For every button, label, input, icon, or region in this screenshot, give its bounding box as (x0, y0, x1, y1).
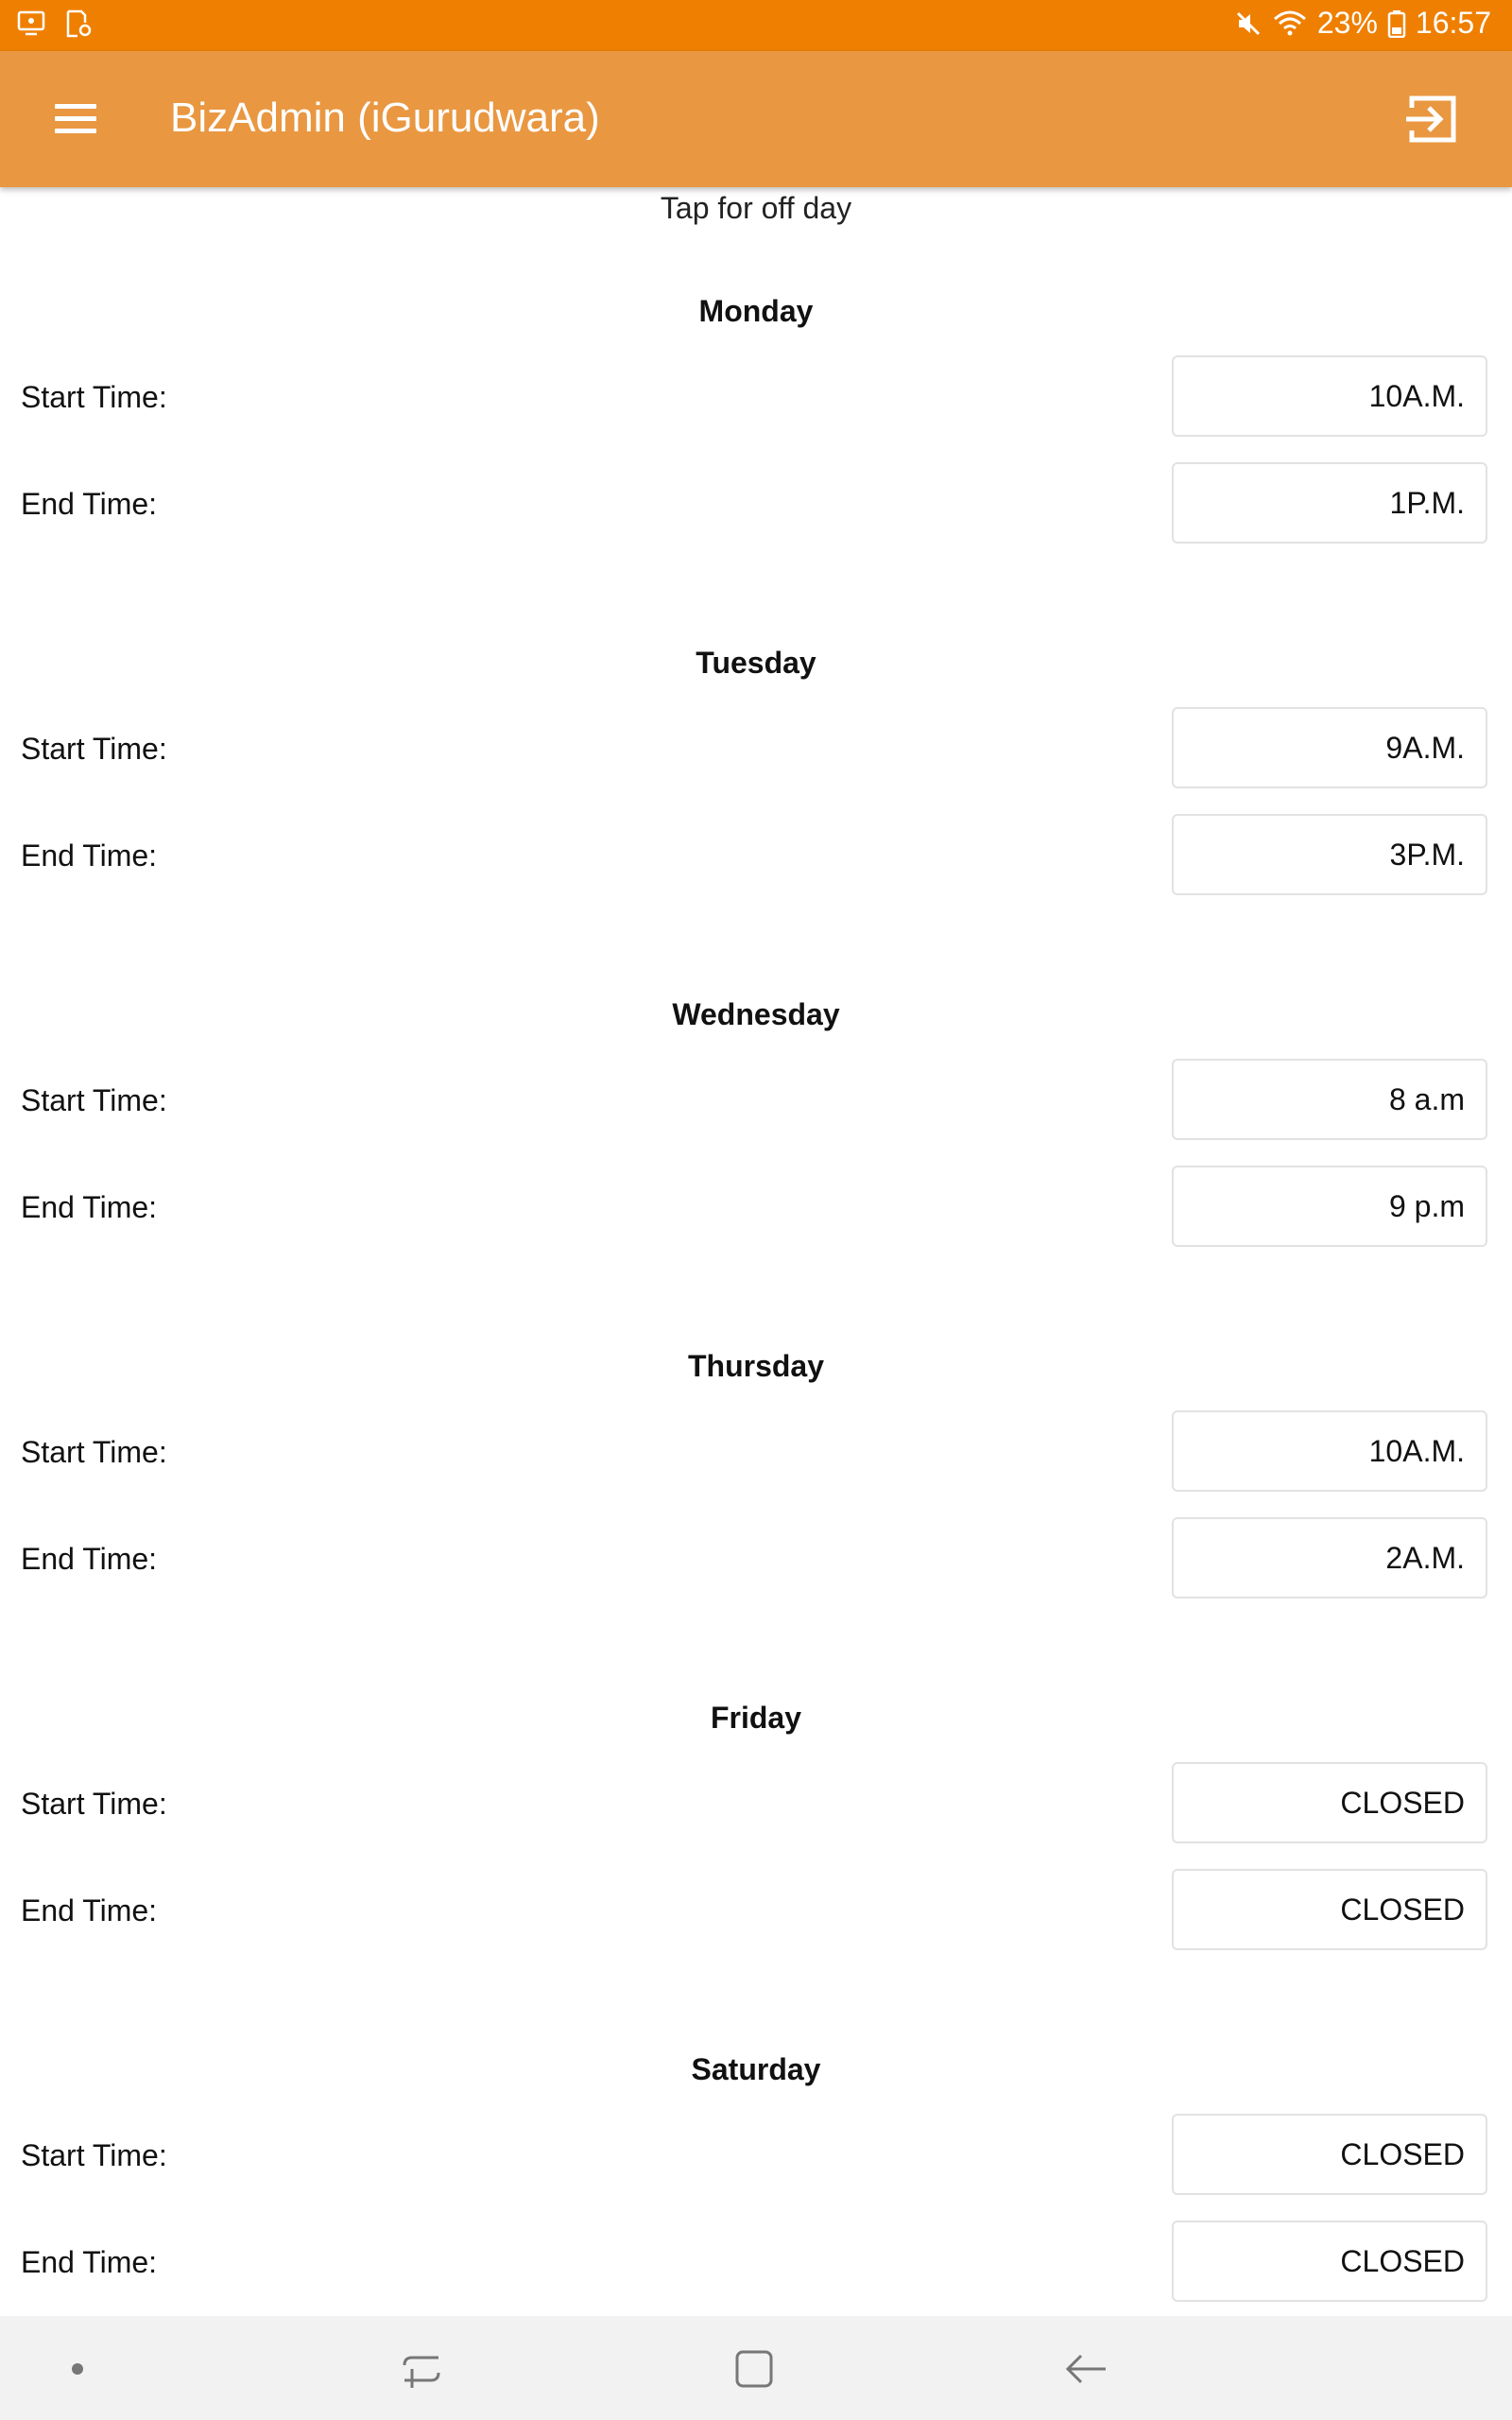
end-time-label: End Time: (21, 1893, 158, 1927)
day-title[interactable]: Tuesday (696, 646, 816, 680)
end-time-field[interactable]: 9 p.m (1172, 1166, 1487, 1247)
day-title[interactable]: Wednesday (672, 997, 840, 1031)
day-monday (0, 187, 1512, 539)
nav-dot-button[interactable] (53, 2344, 102, 2394)
day-title[interactable]: Saturday (691, 2052, 821, 2086)
back-button[interactable] (1062, 2344, 1111, 2394)
start-time-field[interactable]: 8 a.m (1172, 1059, 1487, 1140)
recents-icon (397, 2344, 446, 2394)
status-bar (0, 0, 1512, 51)
off-day-hint[interactable]: Tap for off day (660, 191, 852, 225)
home-button[interactable] (730, 2344, 779, 2394)
day-title[interactable]: Monday (698, 294, 814, 328)
clock: 16:57 (1415, 6, 1491, 40)
start-time-field[interactable]: CLOSED (1172, 2114, 1487, 2195)
start-time-label: Start Time: (21, 2138, 167, 2172)
end-time-field[interactable]: CLOSED (1172, 1869, 1487, 1950)
navigation-bar (0, 2316, 1512, 2420)
day-title[interactable]: Friday (710, 1701, 802, 1735)
document-settings-icon (64, 9, 93, 38)
menu-button[interactable] (55, 96, 98, 140)
start-time-label: Start Time: (21, 380, 167, 414)
status-system (1234, 6, 1491, 41)
menu-icon (55, 104, 96, 109)
mute-icon (1234, 9, 1263, 38)
end-time-field[interactable]: 1P.M. (1172, 462, 1487, 544)
day-wednesday (0, 890, 1512, 1242)
back-arrow-icon (1062, 2344, 1111, 2394)
logout-icon (1402, 89, 1463, 149)
home-icon (730, 2344, 779, 2394)
start-time-label: Start Time: (21, 732, 167, 766)
end-time-field[interactable]: 3P.M. (1172, 814, 1487, 895)
start-time-field[interactable]: CLOSED (1172, 1762, 1487, 1843)
start-time-label: Start Time: (21, 1435, 167, 1469)
start-time-field[interactable]: 9A.M. (1172, 707, 1487, 788)
end-time-label: End Time: (21, 1542, 158, 1576)
end-time-field[interactable]: CLOSED (1172, 2221, 1487, 2302)
hours-list (0, 187, 1512, 2316)
day-tuesday (0, 539, 1512, 890)
end-time-field[interactable]: 2A.M. (1172, 1517, 1487, 1599)
dot-icon (53, 2344, 102, 2394)
end-time-label: End Time: (21, 1190, 158, 1224)
day-saturday (0, 1945, 1512, 2297)
battery-percent: 23% (1316, 6, 1378, 40)
screen-share-icon (17, 10, 45, 37)
start-time-field[interactable]: 10A.M. (1172, 355, 1487, 437)
wifi-icon (1272, 9, 1308, 38)
start-time-label: Start Time: (21, 1083, 167, 1117)
end-time-label: End Time: (21, 487, 158, 521)
start-time-field[interactable]: 10A.M. (1172, 1410, 1487, 1492)
end-time-label: End Time: (21, 2245, 158, 2279)
end-time-label: End Time: (21, 838, 158, 873)
start-time-label: Start Time: (21, 1787, 167, 1821)
day-friday (0, 1594, 1512, 1945)
status-notifications (17, 9, 93, 38)
day-thursday (0, 1242, 1512, 1594)
day-title[interactable]: Thursday (687, 1349, 825, 1383)
app-bar (0, 51, 1512, 187)
recents-button[interactable] (397, 2344, 446, 2394)
app-title: BizAdmin (iGurudwara) (170, 95, 600, 141)
battery-icon (1387, 9, 1406, 38)
logout-button[interactable] (1402, 89, 1463, 149)
